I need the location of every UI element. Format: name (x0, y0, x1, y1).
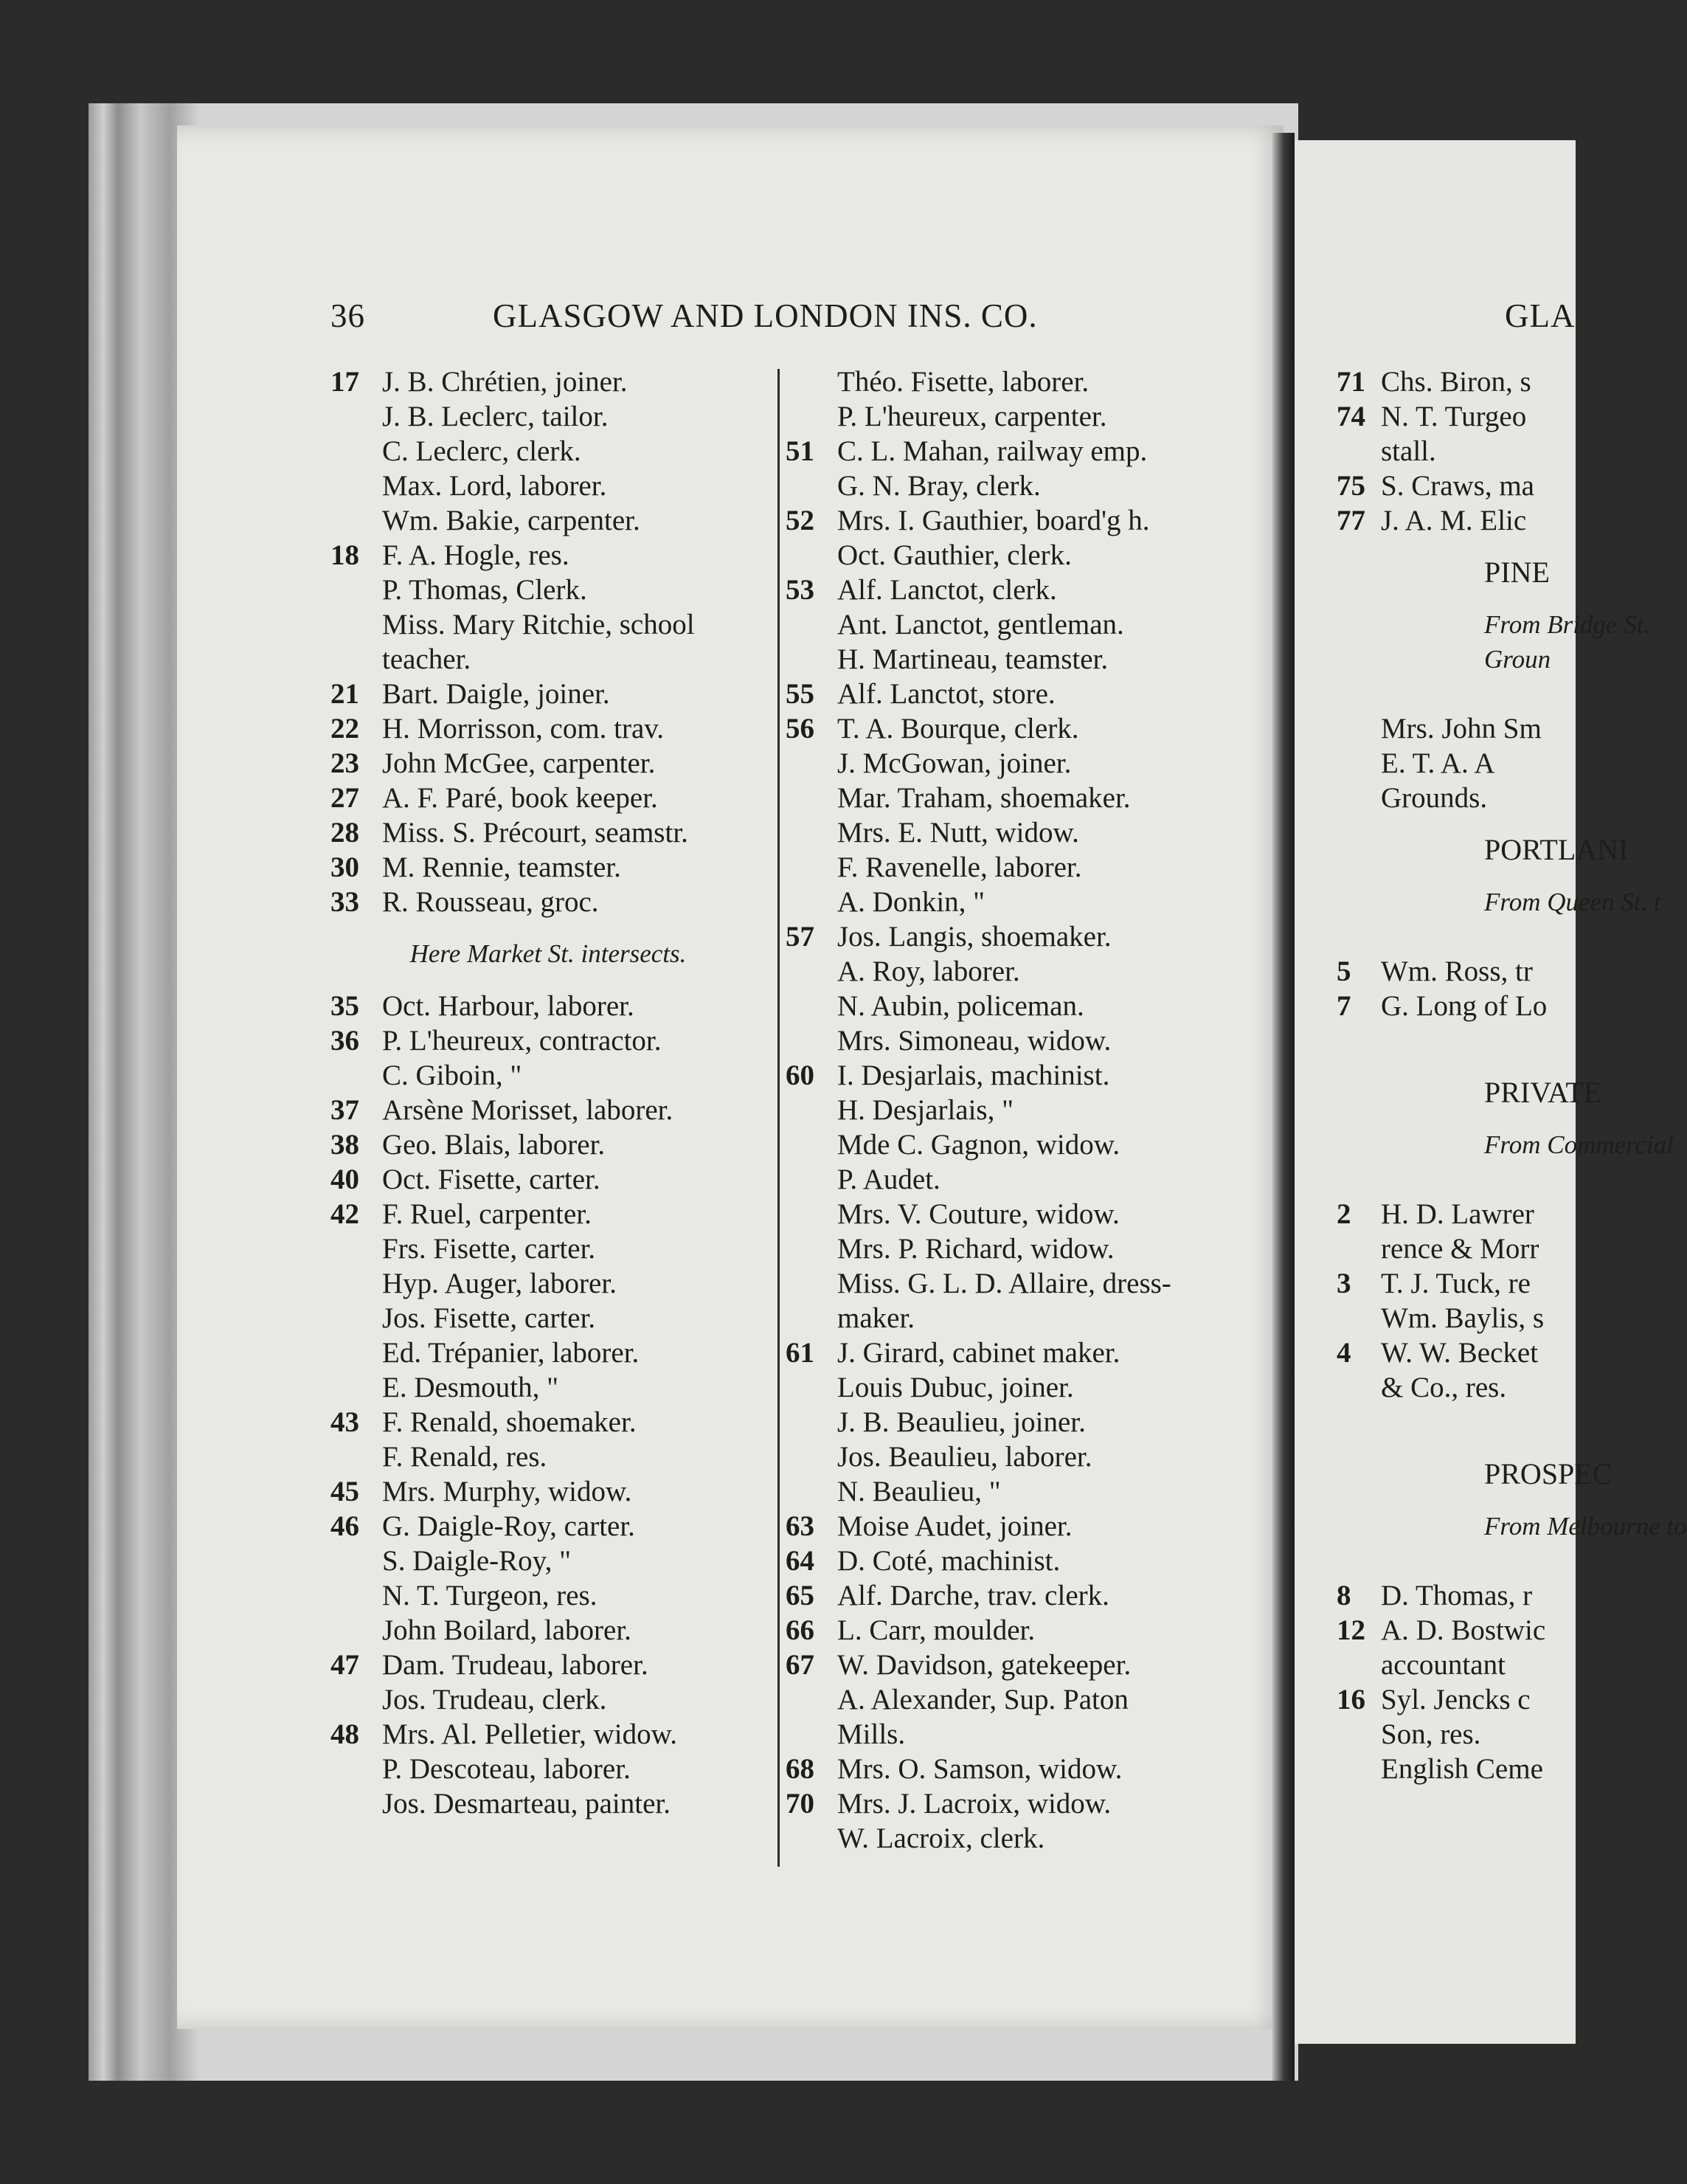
spacer (1337, 1544, 1580, 1578)
resident-entry: maker. (837, 1302, 915, 1334)
resident-entry: F. Ravenelle, laborer. (837, 851, 1082, 883)
house-number: 4 (1337, 1337, 1351, 1369)
resident-entry: S. Craws, ma (1381, 470, 1534, 502)
house-number: 36 (330, 1025, 359, 1057)
directory-entry (786, 850, 1243, 885)
resident-entry: N. T. Turgeo (1381, 401, 1527, 432)
directory-entry (330, 1093, 766, 1127)
resident-entry: stall. (1381, 435, 1436, 467)
house-number: 38 (330, 1129, 359, 1161)
resident-entry: Wm. Bakie, carpenter. (382, 505, 640, 536)
directory-entry (1337, 989, 1580, 1023)
directory-entry (330, 1231, 766, 1266)
resident-entry: Wm. Ross, tr (1381, 956, 1533, 987)
directory-entry (786, 1127, 1243, 1162)
book-gutter (1272, 133, 1295, 2081)
street-subheading: From Bridge St. (1484, 610, 1651, 639)
resident-entry: J. Girard, cabinet maker. (837, 1337, 1120, 1369)
directory-entry (786, 1405, 1243, 1440)
directory-entry (786, 1648, 1243, 1682)
resident-entry: A. D. Bostwic (1381, 1614, 1546, 1646)
house-number: 48 (330, 1718, 359, 1750)
directory-entry (330, 1405, 766, 1440)
directory-column-right (1337, 364, 1687, 1786)
resident-entry: P. Descoteau, laborer. (382, 1753, 631, 1785)
resident-entry: Mrs. Murphy, widow. (382, 1476, 632, 1507)
spacer (1337, 919, 1580, 954)
resident-entry: Alf. Darche, trav. clerk. (837, 1580, 1109, 1611)
resident-entry: Chs. Biron, s (1381, 366, 1531, 398)
directory-entry (330, 1127, 766, 1162)
resident-entry: teacher. (382, 643, 471, 675)
house-number: 12 (1337, 1614, 1365, 1646)
directory-entry (1337, 954, 1580, 989)
directory-entry (786, 1786, 1243, 1821)
house-number: 33 (330, 886, 359, 918)
directory-entry (1337, 434, 1580, 469)
resident-entry: J. B. Leclerc, tailor. (382, 401, 609, 432)
resident-entry: A. F. Paré, book keeper. (382, 782, 658, 814)
resident-entry: W. W. Becket (1381, 1337, 1539, 1369)
directory-entry (786, 746, 1243, 781)
directory-entry (786, 642, 1243, 677)
resident-entry: Bart. Daigle, joiner. (382, 678, 610, 710)
resident-entry: Miss. S. Précourt, seamstr. (382, 817, 688, 849)
directory-entry (330, 1509, 766, 1544)
resident-entry: Ant. Lanctot, gentleman. (837, 609, 1124, 640)
directory-entry (786, 1578, 1243, 1613)
house-number: 60 (786, 1060, 814, 1091)
resident-entry: E. T. A. A (1381, 747, 1495, 779)
house-number: 66 (786, 1614, 814, 1646)
resident-entry: & Co., res. (1381, 1372, 1507, 1403)
resident-entry: Jos. Fisette, carter. (382, 1302, 596, 1334)
directory-entry (786, 1682, 1243, 1717)
resident-entry: C. L. Mahan, railway emp. (837, 435, 1148, 467)
page-title: GLASGOW AND LONDON INS. CO. (493, 297, 1038, 334)
directory-entry (330, 815, 766, 850)
house-number: 70 (786, 1788, 814, 1820)
house-number: 53 (786, 574, 814, 606)
directory-entry (330, 642, 766, 677)
house-number: 2 (1337, 1198, 1351, 1230)
resident-entry: F. A. Hogle, res. (382, 539, 569, 571)
directory-entry (330, 1023, 766, 1058)
directory-column-middle (786, 364, 1243, 1856)
right-page-title: GLA (1505, 297, 1576, 334)
directory-entry (1337, 746, 1580, 781)
resident-entry: D. Thomas, r (1381, 1580, 1533, 1611)
house-number: 71 (1337, 366, 1365, 398)
directory-entry (330, 1752, 766, 1786)
street-heading: Here Market St. intersects. (409, 939, 687, 968)
directory-entry (330, 538, 766, 573)
resident-entry: Louis Dubuc, joiner. (837, 1372, 1074, 1403)
resident-entry: Mar. Traham, shoemaker. (837, 782, 1131, 814)
resident-entry: Mrs. O. Samson, widow. (837, 1753, 1123, 1785)
resident-entry: rence & Morr (1381, 1233, 1539, 1265)
directory-entry (786, 885, 1243, 919)
resident-entry: C. Leclerc, clerk. (382, 435, 581, 467)
resident-entry: N. Beaulieu, " (837, 1476, 1001, 1507)
directory-entry (330, 1058, 766, 1093)
directory-entry (1337, 1682, 1580, 1717)
resident-entry: Mrs. Simoneau, widow. (837, 1025, 1112, 1057)
street-subheading: Groun (1484, 645, 1551, 674)
resident-entry: A. Roy, laborer. (837, 956, 1020, 987)
resident-entry: Théo. Fisette, laborer. (837, 366, 1090, 398)
resident-entry: T. J. Tuck, re (1381, 1268, 1531, 1299)
directory-entry (330, 746, 766, 781)
directory-entry (330, 850, 766, 885)
house-number: 47 (330, 1649, 359, 1681)
directory-entry (786, 1231, 1243, 1266)
spacer (1337, 1162, 1580, 1197)
resident-entry: Mrs. Al. Pelletier, widow. (382, 1718, 677, 1750)
street-heading: PRIVATE (1484, 1076, 1602, 1109)
resident-entry: I. Desjarlais, machinist. (837, 1060, 1110, 1091)
directory-entry (1337, 1370, 1580, 1405)
directory-entry (1337, 1578, 1580, 1613)
directory-entry (1337, 503, 1580, 538)
house-number: 23 (330, 747, 359, 779)
directory-entry (786, 1093, 1243, 1127)
directory-entry (786, 1544, 1243, 1578)
directory-entry (786, 1335, 1243, 1370)
directory-entry (786, 399, 1243, 434)
directory-entry (330, 1648, 766, 1682)
house-number: 64 (786, 1545, 814, 1577)
directory-entry (786, 1440, 1243, 1474)
resident-entry: Son, res. (1381, 1718, 1481, 1750)
house-number: 46 (330, 1510, 359, 1542)
street-heading: PROSPEC (1484, 1457, 1612, 1490)
directory-entry (1337, 1266, 1580, 1301)
resident-entry: Mrs. J. Lacroix, widow. (837, 1788, 1112, 1820)
directory-entry (786, 989, 1243, 1023)
directory-entry (786, 538, 1243, 573)
directory-entry (786, 1821, 1243, 1856)
resident-entry: C. Giboin, " (382, 1060, 522, 1091)
resident-entry: J. A. M. Elic (1381, 505, 1527, 536)
directory-entry (786, 1162, 1243, 1197)
resident-entry: Alf. Lanctot, store. (837, 678, 1056, 710)
street-heading: PINE (1484, 556, 1550, 589)
resident-entry: John Boilard, laborer. (382, 1614, 631, 1646)
directory-entry (330, 1440, 766, 1474)
resident-entry: N. Aubin, policeman. (837, 990, 1084, 1022)
resident-entry: Moise Audet, joiner. (837, 1510, 1073, 1542)
directory-entry (330, 989, 766, 1023)
directory-entry (1337, 469, 1580, 503)
directory-entry (786, 1266, 1243, 1301)
resident-entry: Jos. Langis, shoemaker. (837, 921, 1112, 953)
directory-entry (786, 1058, 1243, 1093)
house-number: 43 (330, 1406, 359, 1438)
resident-entry: Mde C. Gagnon, widow. (837, 1129, 1120, 1161)
house-number: 61 (786, 1337, 814, 1369)
house-number: 74 (1337, 401, 1365, 432)
resident-entry: Alf. Lanctot, clerk. (837, 574, 1057, 606)
house-number: 55 (786, 678, 814, 710)
directory-entry (330, 1266, 766, 1301)
resident-entry: accountant (1381, 1649, 1506, 1681)
directory-entry (330, 677, 766, 711)
resident-entry: G. Long of Lo (1381, 990, 1548, 1022)
resident-entry: Arsène Morisset, laborer. (382, 1094, 673, 1126)
resident-entry: Geo. Blais, laborer. (382, 1129, 606, 1161)
resident-entry: H. D. Lawrer (1381, 1198, 1534, 1230)
resident-entry: Syl. Jencks c (1381, 1684, 1531, 1715)
resident-entry: A. Donkin, " (837, 886, 985, 918)
directory-entry (1337, 1752, 1580, 1786)
house-number: 18 (330, 539, 359, 571)
directory-entry (330, 1578, 766, 1613)
house-number: 51 (786, 435, 814, 467)
resident-entry: S. Daigle-Roy, " (382, 1545, 572, 1577)
house-number: 16 (1337, 1684, 1365, 1715)
directory-entry (330, 573, 766, 607)
column-divider (777, 369, 780, 1867)
resident-entry: Oct. Harbour, laborer. (382, 990, 634, 1022)
directory-entry (330, 1335, 766, 1370)
directory-entry (786, 815, 1243, 850)
resident-entry: John McGee, carpenter. (382, 747, 656, 779)
resident-entry: Mrs. I. Gauthier, board'g h. (837, 505, 1150, 536)
resident-entry: Hyp. Auger, laborer. (382, 1268, 617, 1299)
resident-entry: H. Martineau, teamster. (837, 643, 1109, 675)
page-number: 36 (330, 297, 365, 334)
house-number: 17 (330, 366, 359, 398)
house-number: 65 (786, 1580, 814, 1611)
street-heading: PORTLANI (1484, 833, 1629, 866)
directory-entry (330, 1613, 766, 1648)
directory-entry (1337, 1613, 1580, 1648)
directory-entry (786, 1474, 1243, 1509)
directory-entry (330, 399, 766, 434)
resident-entry: G. Daigle-Roy, carter. (382, 1510, 635, 1542)
directory-entry (1337, 781, 1580, 815)
directory-entry (786, 1613, 1243, 1648)
directory-entry (330, 434, 766, 469)
street-subheading: From Commercial (1484, 1130, 1674, 1159)
directory-entry (330, 1162, 766, 1197)
resident-entry: Miss. G. L. D. Allaire, dress- (837, 1268, 1171, 1299)
resident-entry: Ed. Trépanier, laborer. (382, 1337, 640, 1369)
directory-entry (786, 1752, 1243, 1786)
resident-entry: Mills. (837, 1718, 906, 1750)
resident-entry: Frs. Fisette, carter. (382, 1233, 596, 1265)
directory-entry (786, 503, 1243, 538)
house-number: 7 (1337, 990, 1351, 1022)
directory-entry (330, 1370, 766, 1405)
resident-entry: Mrs. E. Nutt, widow. (837, 817, 1079, 849)
directory-entry (786, 1197, 1243, 1231)
resident-entry: Max. Lord, laborer. (382, 470, 607, 502)
house-number: 37 (330, 1094, 359, 1126)
resident-entry: R. Rousseau, groc. (382, 886, 599, 918)
house-number: 52 (786, 505, 814, 536)
directory-entry (330, 1682, 766, 1717)
resident-entry: Miss. Mary Ritchie, school (382, 609, 695, 640)
street-subheading: From Queen St. t (1484, 888, 1661, 916)
directory-entry (786, 781, 1243, 815)
resident-entry: Wm. Baylis, s (1381, 1302, 1544, 1334)
directory-entry (1337, 1231, 1580, 1266)
house-number: 63 (786, 1510, 814, 1542)
directory-entry (786, 954, 1243, 989)
resident-entry: J. B. Beaulieu, joiner. (837, 1406, 1086, 1438)
resident-entry: A. Alexander, Sup. Paton (837, 1684, 1129, 1715)
directory-entry (1337, 1335, 1580, 1370)
directory-entry (786, 919, 1243, 954)
directory-entry (330, 885, 766, 919)
resident-entry: Oct. Fisette, carter. (382, 1164, 600, 1195)
resident-entry: Dam. Trudeau, laborer. (382, 1649, 648, 1681)
resident-entry: D. Coté, machinist. (837, 1545, 1061, 1577)
house-number: 42 (330, 1198, 359, 1230)
spacer (1337, 1405, 1580, 1440)
house-number: 35 (330, 990, 359, 1022)
directory-entry (1337, 1717, 1580, 1752)
resident-entry: J. McGowan, joiner. (837, 747, 1072, 779)
directory-entry (330, 1544, 766, 1578)
house-number: 75 (1337, 470, 1365, 502)
directory-entry (330, 1786, 766, 1821)
house-number: 21 (330, 678, 359, 710)
resident-entry: N. T. Turgeon, res. (382, 1580, 597, 1611)
directory-entry (786, 573, 1243, 607)
house-number: 30 (330, 851, 359, 883)
directory-entry (330, 781, 766, 815)
resident-entry: F. Renald, res. (382, 1441, 547, 1473)
street-subheading: From Melbourne to (1484, 1512, 1687, 1541)
directory-entry (786, 1301, 1243, 1335)
directory-entry (330, 503, 766, 538)
resident-entry: English Ceme (1381, 1753, 1543, 1785)
directory-entry (330, 364, 766, 399)
directory-entry (330, 607, 766, 642)
directory-entry (330, 1197, 766, 1231)
directory-entry (786, 1370, 1243, 1405)
resident-entry: Jos. Trudeau, clerk. (382, 1684, 607, 1715)
directory-entry (330, 1717, 766, 1752)
house-number: 45 (330, 1476, 359, 1507)
directory-entry (786, 469, 1243, 503)
resident-entry: Jos. Desmarteau, painter. (382, 1788, 671, 1820)
resident-entry: P. L'heureux, carpenter. (837, 401, 1107, 432)
house-number: 56 (786, 713, 814, 744)
resident-entry: T. A. Bourque, clerk. (837, 713, 1079, 744)
resident-entry: H. Morrisson, com. trav. (382, 713, 665, 744)
directory-entry (1337, 1301, 1580, 1335)
resident-entry: W. Davidson, gatekeeper. (837, 1649, 1132, 1681)
directory-entry (786, 677, 1243, 711)
directory-entry (786, 364, 1243, 399)
resident-entry: P. L'heureux, contractor. (382, 1025, 662, 1057)
directory-entry (786, 434, 1243, 469)
house-number: 68 (786, 1753, 814, 1785)
house-number: 22 (330, 713, 359, 744)
directory-entry (330, 711, 766, 746)
directory-entry (786, 1717, 1243, 1752)
resident-entry: Oct. Gauthier, clerk. (837, 539, 1072, 571)
resident-entry: G. N. Bray, clerk. (837, 470, 1041, 502)
resident-entry: P. Thomas, Clerk. (382, 574, 587, 606)
resident-entry: Mrs. V. Couture, widow. (837, 1198, 1120, 1230)
spacer (1337, 1023, 1580, 1058)
resident-entry: M. Rennie, teamster. (382, 851, 621, 883)
directory-entry (1337, 399, 1580, 434)
resident-entry: H. Desjarlais, " (837, 1094, 1014, 1126)
resident-entry: P. Audet. (837, 1164, 941, 1195)
resident-entry: F. Ruel, carpenter. (382, 1198, 592, 1230)
directory-entry (786, 711, 1243, 746)
house-number: 3 (1337, 1268, 1351, 1299)
resident-entry: J. B. Chrétien, joiner. (382, 366, 628, 398)
house-number: 27 (330, 782, 359, 814)
house-number: 57 (786, 921, 814, 953)
directory-entry (1337, 1197, 1580, 1231)
directory-entry (786, 1509, 1243, 1544)
resident-entry: Mrs. John Sm (1381, 713, 1542, 744)
resident-entry: W. Lacroix, clerk. (837, 1822, 1045, 1854)
resident-entry: Grounds. (1381, 782, 1488, 814)
spacer (1337, 677, 1580, 711)
directory-entry (786, 607, 1243, 642)
directory-entry (1337, 711, 1580, 746)
resident-entry: Jos. Beaulieu, laborer. (837, 1441, 1092, 1473)
house-number: 67 (786, 1649, 814, 1681)
resident-entry: Mrs. P. Richard, widow. (837, 1233, 1115, 1265)
directory-entry (1337, 1648, 1580, 1682)
directory-entry (330, 469, 766, 503)
house-number: 5 (1337, 956, 1351, 987)
directory-entry (330, 1301, 766, 1335)
directory-entry (330, 1474, 766, 1509)
resident-entry: E. Desmouth, " (382, 1372, 559, 1403)
house-number: 40 (330, 1164, 359, 1195)
directory-entry (1337, 364, 1580, 399)
directory-entry (786, 1023, 1243, 1058)
resident-entry: F. Renald, shoemaker. (382, 1406, 637, 1438)
house-number: 8 (1337, 1580, 1351, 1611)
directory-column-left (330, 364, 766, 1821)
house-number: 77 (1337, 505, 1365, 536)
resident-entry: L. Carr, moulder. (837, 1614, 1036, 1646)
house-number: 28 (330, 817, 359, 849)
